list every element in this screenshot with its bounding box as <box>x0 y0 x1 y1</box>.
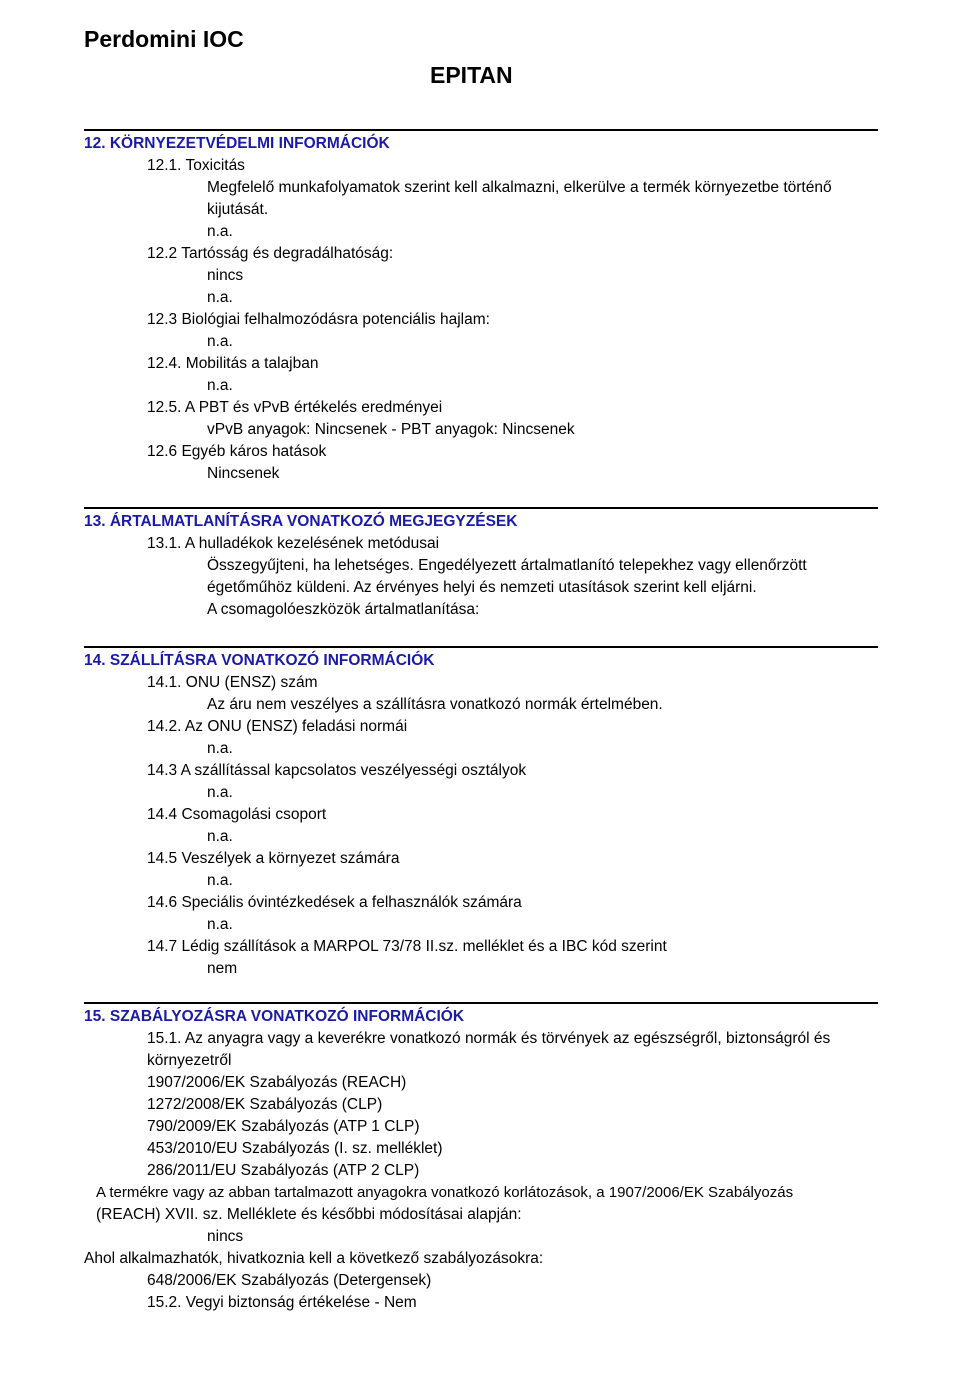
section-15-title: 15. SZABÁLYOZÁSRA VONATKOZÓ INFORMÁCIÓK <box>84 1008 465 1025</box>
s14-line: Az áru nem veszélyes a szállításra vonatkozó normák értelmében. <box>207 696 663 713</box>
s14-line: 14.4 Csomagolási csoport <box>147 806 327 823</box>
s12-line: n.a. <box>207 377 233 394</box>
s14-line: 14.6 Speciális óvintézkedések a felhasználók számára <box>147 894 522 911</box>
s14-line: n.a. <box>207 872 233 889</box>
s13-line: égetőműhöz küldeni. Az érvényes helyi és nemzeti utasítások szerint kell eljárni. <box>207 579 757 596</box>
s12-line: Megfelelő munkafolyamatok szerint kell alkalmazni, elkerülve a termék környezetbe történő <box>207 179 832 196</box>
s15-line: Ahol alkalmazhatók, hivatkoznia kell a következő szabályozásokra: <box>84 1250 544 1267</box>
s15-line: 286/2011/EU Szabályozás (ATP 2 CLP) <box>147 1162 420 1179</box>
s12-line: 12.3 Biológiai felhalmozódásra potenciális hajlam: <box>147 311 490 328</box>
s13-line: 13.1. A hulladékok kezelésének metódusai <box>147 535 440 552</box>
s12-line: n.a. <box>207 333 233 350</box>
s14-line: 14.5 Veszélyek a környezet számára <box>147 850 400 867</box>
s12-line: 12.4. Mobilitás a talajban <box>147 355 319 372</box>
s14-line: 14.7 Lédig szállítások a MARPOL 73/78 II.sz. melléklet és a IBC kód szerint <box>147 938 667 955</box>
s13-line: A csomagolóeszközök ártalmatlanítása: <box>207 601 480 618</box>
s14-line: n.a. <box>207 784 233 801</box>
s15-line: 1907/2006/EK Szabályozás (REACH) <box>147 1074 407 1091</box>
section-14-rule <box>84 646 878 648</box>
section-13-rule <box>84 507 878 509</box>
s15-line: 453/2010/EU Szabályozás (I. sz. melléklet) <box>147 1140 443 1157</box>
s12-line: 12.6 Egyéb káros hatások <box>147 443 327 460</box>
s13-line: Összegyűjteni, ha lehetséges. Engedélyezett ártalmatlanító telepekhez vagy ellenőrzött <box>207 557 807 574</box>
product-name: EPITAN <box>430 62 513 88</box>
s14-line: n.a. <box>207 916 233 933</box>
s14-line: 14.3 A szállítással kapcsolatos veszélyességi osztályok <box>147 762 527 779</box>
s14-line: n.a. <box>207 740 233 757</box>
s14-line: nem <box>207 960 238 977</box>
s14-line: 14.2. Az ONU (ENSZ) feladási normái <box>147 718 408 735</box>
s14-line: n.a. <box>207 828 233 845</box>
s15-line: (REACH) XVII. sz. Melléklete és későbbi módosításai alapján: <box>96 1206 522 1223</box>
s12-line: 12.1. Toxicitás <box>147 157 245 174</box>
s15-line: 790/2009/EK Szabályozás (ATP 1 CLP) <box>147 1118 420 1135</box>
s12-line: n.a. <box>207 223 233 240</box>
s12-line: 12.5. A PBT és vPvB értékelés eredményei <box>147 399 443 416</box>
section-12-title: 12. KÖRNYEZETVÉDELMI INFORMÁCIÓK <box>84 135 390 152</box>
s15-line: 15.1. Az anyagra vagy a keverékre vonatkozó normák és törvények az egészségről, biztonságról és <box>147 1030 831 1047</box>
section-13-title: 13. ÁRTALMATLANÍTÁSRA VONATKOZÓ MEGJEGYZÉSEK <box>84 513 518 530</box>
s12-line: Nincsenek <box>207 465 280 482</box>
s15-line: 15.2. Vegyi biztonság értékelése - Nem <box>147 1294 417 1311</box>
section-15-rule <box>84 1002 878 1004</box>
section-12-rule <box>84 129 878 131</box>
s15-line: 648/2006/EK Szabályozás (Detergensek) <box>147 1272 432 1289</box>
s15-line: 1272/2008/EK Szabályozás (CLP) <box>147 1096 383 1113</box>
s12-line: vPvB anyagok: Nincsenek - PBT anyagok: Nincsenek <box>207 421 575 438</box>
s15-line: környezetről <box>147 1052 232 1069</box>
s15-line: A termékre vagy az abban tartalmazott anyagokra vonatkozó korlátozások, a 1907/2006/EK Szabályozás <box>96 1184 794 1201</box>
s12-line: n.a. <box>207 289 233 306</box>
section-14-title: 14. SZÁLLÍTÁSRA VONATKOZÓ INFORMÁCIÓK <box>84 652 435 669</box>
s12-line: nincs <box>207 267 244 284</box>
s12-line: 12.2 Tartósság és degradálhatóság: <box>147 245 394 262</box>
s12-line: kijutását. <box>207 201 269 218</box>
s15-line: nincs <box>207 1228 244 1245</box>
s14-line: 14.1. ONU (ENSZ) szám <box>147 674 318 691</box>
company-name: Perdomini IOC <box>84 26 244 52</box>
